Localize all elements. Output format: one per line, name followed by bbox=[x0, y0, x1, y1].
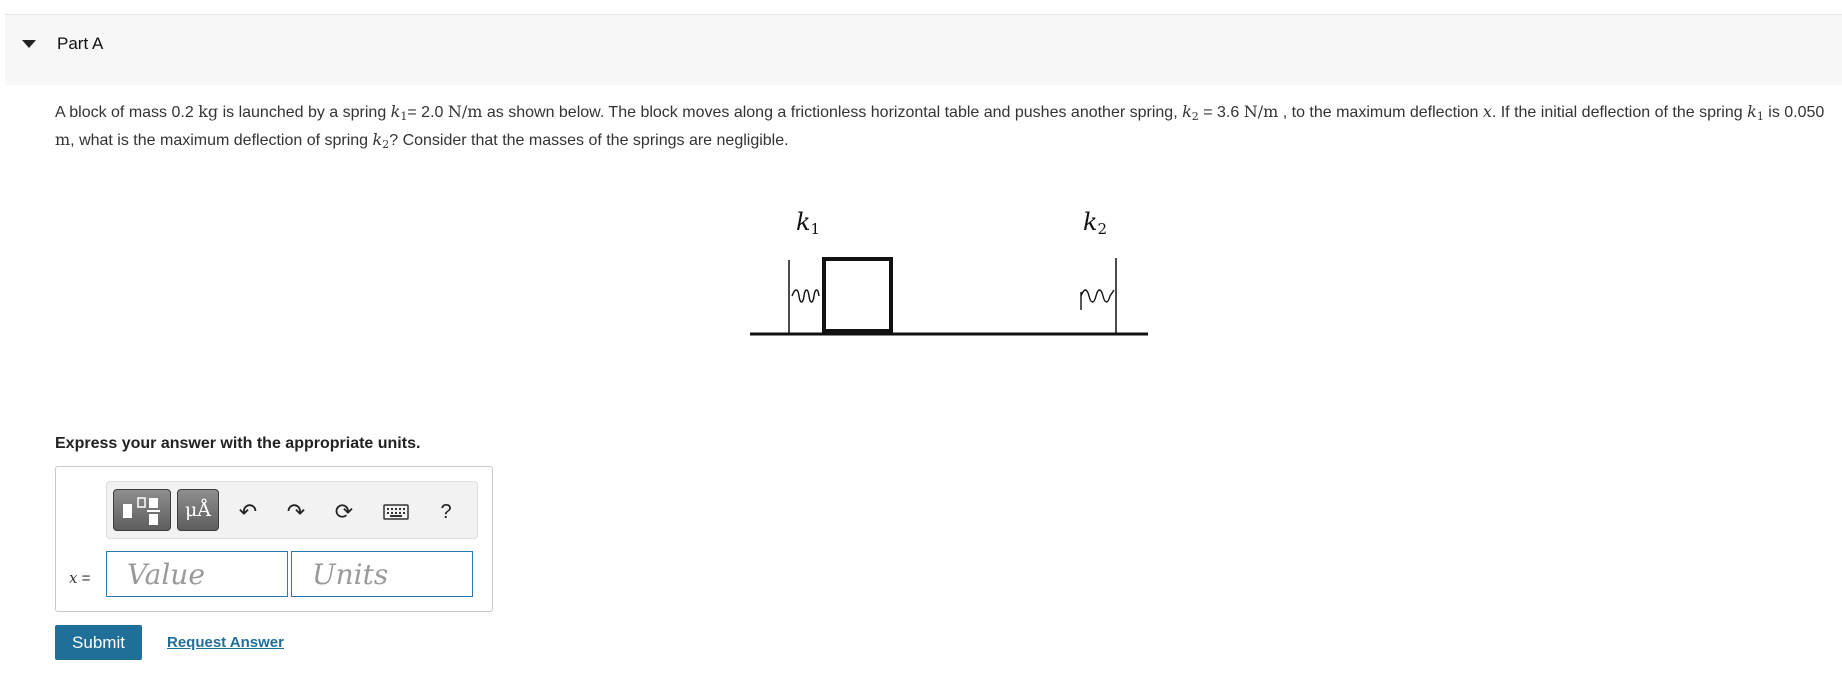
collapse-caret-icon[interactable] bbox=[22, 40, 36, 48]
request-answer-link[interactable]: Request Answer bbox=[167, 634, 284, 651]
part-title: Part A bbox=[57, 34, 104, 53]
math-toolbar bbox=[106, 481, 478, 539]
answer-variable-label: x = bbox=[69, 569, 91, 587]
value-input[interactable] bbox=[107, 552, 287, 596]
keyboard-glyph bbox=[383, 504, 409, 520]
block bbox=[824, 259, 891, 331]
question-text: A block of mass 0.2 kg is launched by a spring $k_1= 2.0$ N/m as shown below. The block moves along a frictionless horizontal table and pushes another spring, $k_2 = 3.6$ N/m , to the maximum deflection x. If the initial deflection of the spring $k_1$ is 0.050 m, what is the maximum deflection of spring $k_2$? Consider that the masses of the springs are negligible. bbox=[55, 102, 1825, 151]
templates-button[interactable] bbox=[113, 489, 171, 531]
redo-icon[interactable]: ↷ bbox=[286, 499, 306, 524]
submit-button[interactable]: Submit bbox=[55, 625, 142, 660]
spring-block-diagram bbox=[740, 200, 1160, 350]
help-icon[interactable]: ? bbox=[440, 500, 452, 523]
value-field[interactable] bbox=[106, 551, 288, 597]
undo-icon[interactable]: ↶ bbox=[238, 499, 258, 524]
units-button[interactable]: μÅ bbox=[177, 489, 219, 531]
templates-icon bbox=[114, 490, 170, 530]
answer-prompt: Express your answer with the appropriate units. bbox=[55, 435, 421, 452]
k1-label: k1 bbox=[796, 208, 821, 238]
keyboard-icon[interactable] bbox=[381, 497, 411, 527]
spring-k1 bbox=[792, 290, 819, 302]
reset-icon[interactable]: ⟳ bbox=[334, 499, 354, 524]
answer-box bbox=[55, 466, 493, 612]
units-input[interactable] bbox=[292, 552, 472, 596]
spring-k2 bbox=[1081, 290, 1114, 310]
k2-label: k2 bbox=[1083, 208, 1108, 238]
part-header[interactable] bbox=[5, 15, 1842, 85]
units-field[interactable] bbox=[291, 551, 473, 597]
